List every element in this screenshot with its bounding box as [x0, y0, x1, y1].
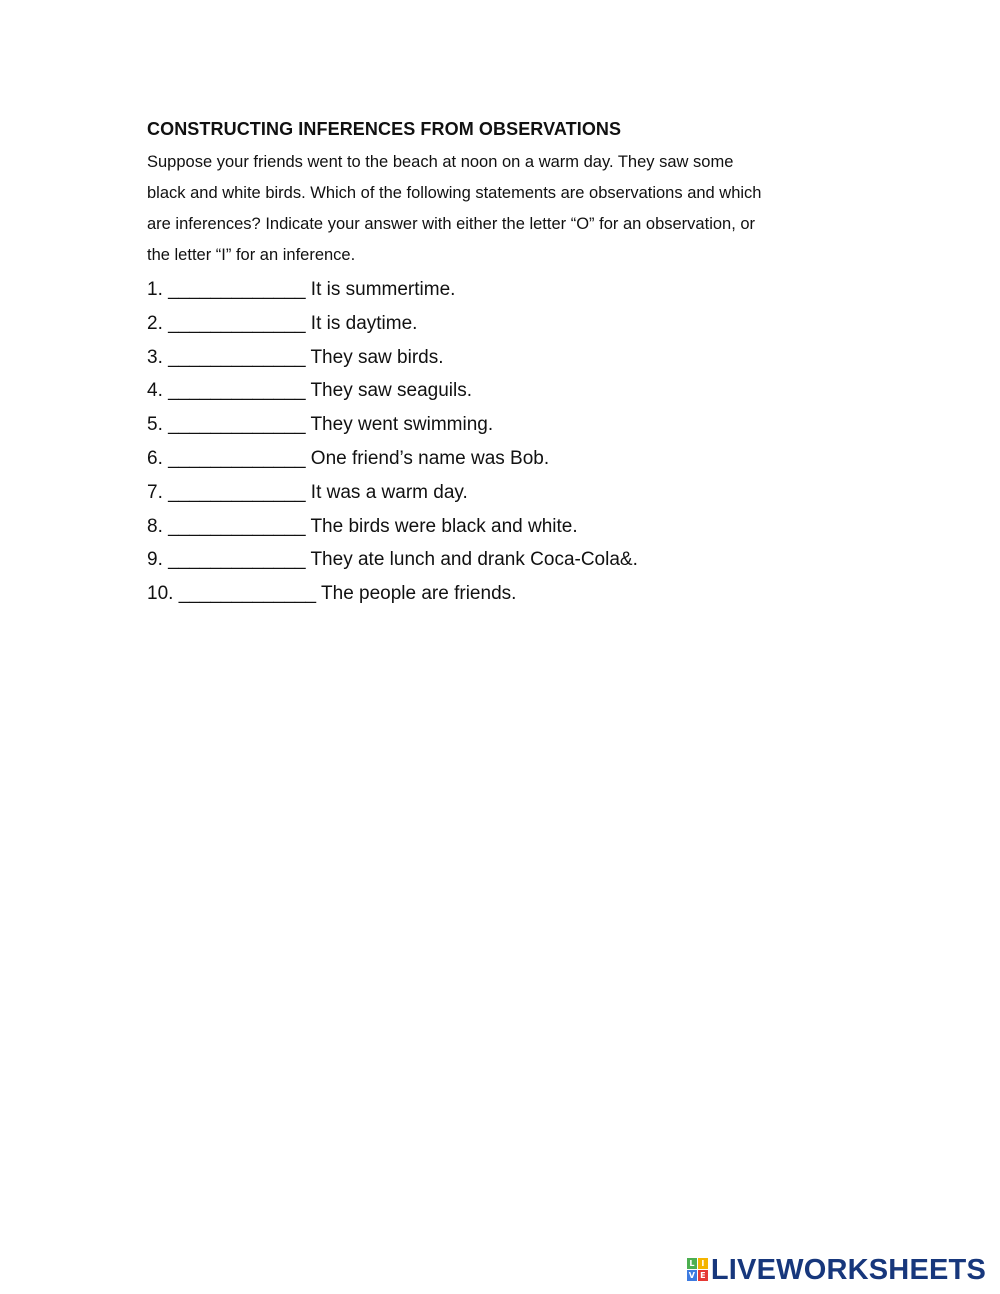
- statement-item: [147, 577, 867, 611]
- instruction-line: Suppose your friends went to the beach at noon on a warm day. They saw some: [147, 153, 734, 171]
- statement-text: They went swimming.: [310, 414, 494, 436]
- statement-item: [147, 374, 867, 408]
- instruction-line: are inferences? Indicate your answer with either the letter “O” for an observation, or: [147, 215, 756, 233]
- item-number: 2.: [147, 312, 163, 334]
- worksheet-title: CONSTRUCTING INFERENCES FROM OBSERVATIONS: [147, 119, 622, 139]
- statement-item: [147, 442, 867, 476]
- item-number: 10.: [147, 583, 174, 605]
- logo-tile: E: [698, 1270, 708, 1281]
- statement-text: It is daytime.: [310, 312, 418, 334]
- statement-text: It is summertime.: [310, 279, 456, 300]
- liveworksheets-logo[interactable]: [687, 1253, 986, 1287]
- statement-item: [147, 476, 867, 510]
- answer-blank[interactable]: _____________: [168, 312, 306, 334]
- statement-text: The birds were black and white.: [310, 515, 578, 537]
- logo-tile: I: [698, 1258, 708, 1269]
- statement-list: [147, 273, 867, 611]
- item-number: 1.: [147, 279, 163, 300]
- answer-blank[interactable]: _____________: [168, 414, 306, 436]
- statement-item: [147, 543, 867, 577]
- instruction-line: black and white birds. Which of the following statements are observations and which: [147, 184, 762, 202]
- statement-text: It was a warm day.: [310, 481, 468, 503]
- liveworksheets-logo-icon: [687, 1258, 709, 1282]
- statement-item: [147, 273, 867, 307]
- worksheet: [147, 116, 867, 611]
- statement-item: [147, 408, 867, 442]
- statement-text: They ate lunch and drank Coca-Cola&.: [310, 549, 638, 571]
- statement-item: [147, 307, 867, 341]
- answer-blank[interactable]: _____________: [168, 279, 306, 300]
- answer-blank[interactable]: _____________: [168, 515, 306, 537]
- item-number: 5.: [147, 414, 163, 436]
- statement-item: [147, 341, 867, 375]
- answer-blank[interactable]: _____________: [168, 447, 306, 469]
- item-number: 4.: [147, 380, 163, 402]
- instruction-line: the letter “I” for an inference.: [147, 246, 356, 264]
- worksheet-instructions: [147, 147, 867, 271]
- statement-item: [147, 510, 867, 544]
- statement-text: They saw seaguils.: [310, 380, 473, 402]
- statement-text: The people are friends.: [321, 583, 517, 605]
- liveworksheets-logo-text: LIVEWORKSHEETS: [710, 1253, 986, 1286]
- item-number: 9.: [147, 549, 163, 571]
- statement-text: One friend’s name was Bob.: [310, 447, 550, 469]
- item-number: 8.: [147, 515, 163, 537]
- logo-tile: V: [688, 1271, 695, 1280]
- answer-blank[interactable]: _____________: [168, 346, 306, 368]
- item-number: 6.: [147, 447, 163, 469]
- logo-tile: L: [687, 1258, 697, 1269]
- item-number: 7.: [147, 481, 163, 503]
- answer-blank[interactable]: _____________: [168, 481, 306, 503]
- answer-blank[interactable]: _____________: [178, 583, 317, 605]
- statement-text: They saw birds.: [310, 346, 444, 368]
- item-number: 3.: [147, 346, 163, 368]
- answer-blank[interactable]: _____________: [168, 380, 306, 402]
- answer-blank[interactable]: _____________: [168, 549, 306, 571]
